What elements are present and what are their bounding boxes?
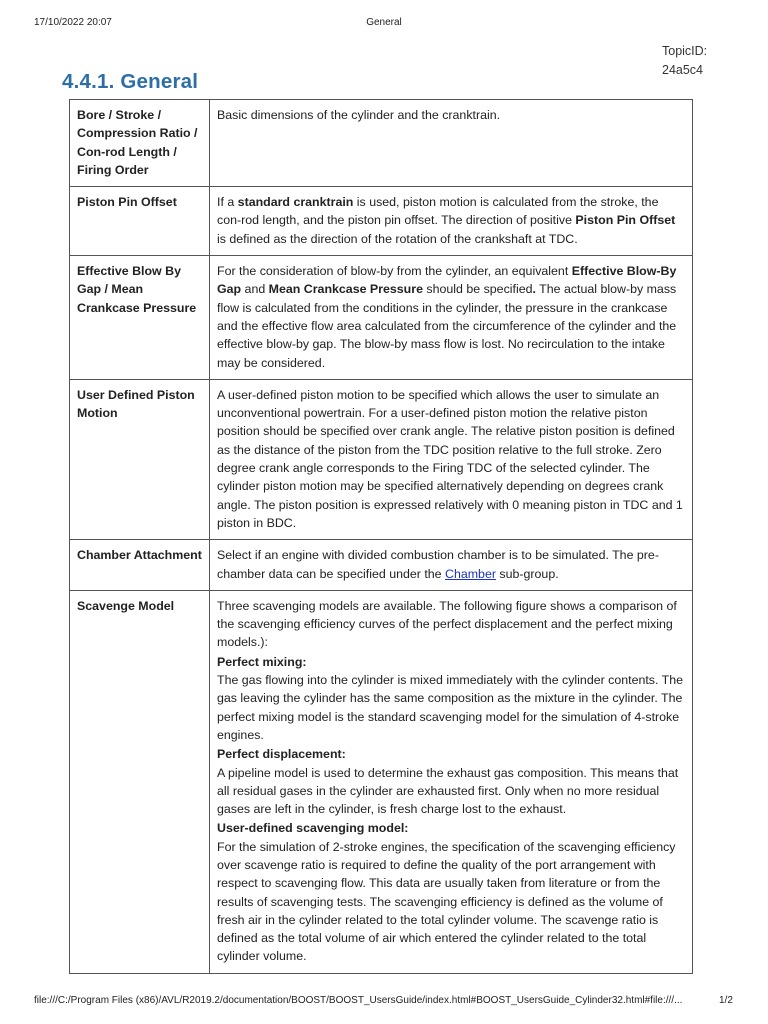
param-name: Piston Pin Offset xyxy=(70,187,210,256)
description-text: For the consideration of blow-by from the cylinder, an equivalent xyxy=(217,264,572,279)
chamber-link[interactable]: Chamber xyxy=(445,566,496,581)
scavenge-intro: Three scavenging models are available. The following figure shows a comparison of the scavenging efficiency curves of the perfect displacement and the perfect mixing models.): xyxy=(217,598,677,650)
print-title: General xyxy=(366,17,402,28)
user-defined-scavenging-text: For the simulation of 2-stroke engines, the specification of the scavenging efficiency over scavenge ratio is required to define the quality of the port arrangement with respect to scavenging flow. This data are usually taken from literature or from the results of scavenging tests. The scavenging efficiency is defined as the volume of fresh air in the cylinder related to the total cylinder volume. The scavenge ratio is defined as the total volume of air which entered the cylinder related to the total cylinder volume. xyxy=(217,839,676,964)
table-row xyxy=(70,100,693,187)
param-description xyxy=(210,540,693,591)
topic-id-value: 24a5c4 xyxy=(662,63,704,77)
param-name: Scavenge Model xyxy=(70,590,210,973)
user-defined-scavenging-heading: User-defined scavenging model: xyxy=(217,821,409,836)
description-text: is defined as the direction of the rotation of the crankshaft at TDC. xyxy=(217,231,578,246)
description-text: sub-group. xyxy=(495,566,559,581)
param-name: User Defined Piston Motion xyxy=(70,379,210,539)
table-row xyxy=(70,540,693,591)
table-row xyxy=(70,590,693,973)
param-name: Bore / Stroke / Compression Ratio / Con-rod Length / Firing Order xyxy=(70,100,210,187)
description-text: is used, piston motion is calculated from the stroke, the con-rod length, and the piston pin offset. The direction of positive xyxy=(217,195,659,228)
perfect-mixing-text: The gas flowing into the cylinder is mixed immediately with the cylinder contents. The gas leaving the cylinder has the same composition as the mixture in the cylinder. The perfect mixing model is the standard scavenging model for the simulation of 4-stroke engines. xyxy=(217,673,684,742)
print-date: 17/10/2022 20:07 xyxy=(34,17,112,28)
description-text: Select if an engine with divided combustion chamber is to be simulated. The pre-chamber data can be specified under the xyxy=(217,548,659,581)
description-text: The actual blow-by mass flow is calculated from the conditions in the cylinder, the pressure in the crankcase and the effective flow area calculated from the circumference of the cylinder and the effective blow-by gap. The blow-by mass flow is lost. No recirculation to the intake may be considered. xyxy=(217,282,677,370)
param-description xyxy=(210,379,693,539)
page-title: 4.4.1. General xyxy=(62,70,199,93)
topic-id-label: TopicID: xyxy=(662,44,708,58)
param-description xyxy=(210,100,693,187)
page-number: 1/2 xyxy=(719,995,733,1006)
table-row xyxy=(70,256,693,380)
param-name: Effective Blow By Gap / Mean Crankcase Pressure xyxy=(70,256,210,380)
table-row xyxy=(70,187,693,256)
perfect-mixing-heading: Perfect mixing: xyxy=(217,654,307,669)
description-text: If a xyxy=(217,195,238,210)
perfect-displacement-text: A pipeline model is used to determine the exhaust gas composition. This means that all residual gases in the cylinder are exhausted first. Only when no more residual gases are left in the cylinder, is fresh charge lost to the exhaust. xyxy=(217,765,679,817)
description-text: and xyxy=(241,282,269,297)
emphasis-text: Mean Crankcase Pressure xyxy=(268,282,423,297)
param-description xyxy=(210,590,693,973)
emphasis-text: Piston Pin Offset xyxy=(575,213,676,228)
table-row xyxy=(70,379,693,539)
param-description xyxy=(210,187,693,256)
param-description xyxy=(210,256,693,380)
emphasis-text: standard cranktrain xyxy=(237,195,354,210)
param-name: Chamber Attachment xyxy=(70,540,210,591)
footer-url: file:///C:/Program Files (x86)/AVL/R2019.2/documentation/BOOST/BOOST_UsersGuide/index.html#BOOST_UsersGuide_Cylinder32.html#file:///... xyxy=(34,995,683,1006)
emphasis-text: Effective Blow-By Gap xyxy=(217,264,677,297)
emphasis-text: . xyxy=(532,282,536,297)
parameter-table xyxy=(69,99,693,974)
description-text: Basic dimensions of the cylinder and the cranktrain. xyxy=(217,108,501,122)
description-text: should be specified xyxy=(422,282,533,297)
description-text: A user-defined piston motion to be specified which allows the user to simulate an unconventional powertrain. For a user-defined piston motion the relative piston position should be specified over crank angle. The relative piston position is defined as the distance of the piston from the TDC position relative to the full stroke. Zero degree crank angle corresponds to the Firing TDC of the selected cylinder. The cylinder piston motion may be specified alternatively depending on degrees crank angle. The piston position is expressed relatively with 0 meaning piston in TDC and 1 piston in BDC. xyxy=(217,387,683,530)
perfect-displacement-heading: Perfect displacement: xyxy=(217,747,346,762)
